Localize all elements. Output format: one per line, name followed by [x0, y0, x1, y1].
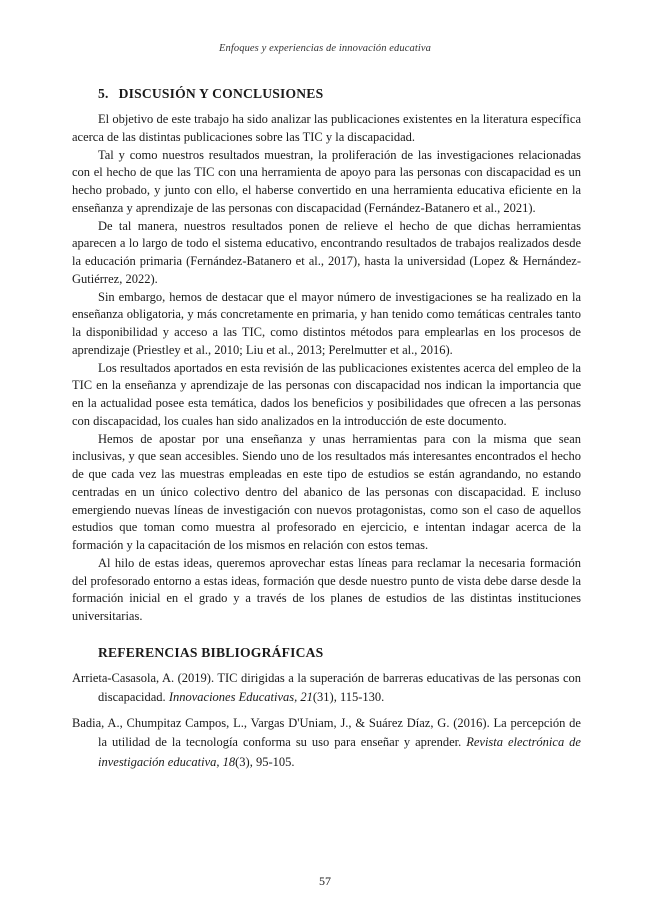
paragraph: Al hilo de estas ideas, queremos aprovechar estas líneas para reclamar la necesaria formación del profesorado entorno a estas ideas, formación que desde nuestro punto de vista debe darse desde la formación inicial en el grado y a través de los planes de estudios de las distintas instituciones universitarias.: [72, 555, 581, 623]
reference-text: (3), 95-105.: [235, 754, 295, 769]
reference-journal: Innovaciones Educativas, 21: [168, 690, 313, 705]
section-number: 5.: [98, 86, 109, 101]
reference-text: Arrieta-Casasola, A. (2019). TIC dirigidas a la superación de barreras educativas de las personas con discapacidad.: [72, 670, 581, 705]
reference-item: [72, 714, 581, 773]
section-title: DISCUSIÓN Y CONCLUSIONES: [118, 86, 324, 101]
reference-text: Badia, A., Chumpitaz Campos, L., Vargas D'Uniam, J., & Suárez Díaz, G. (2016). La percepción de la utilidad de la tecnología conforma su uso para enseñar y aprender.: [72, 715, 581, 750]
paragraph: Tal y como nuestros resultados muestran, la proliferación de las investigaciones relacionadas con el hecho de que las TIC con una herramienta de apoyo para las personas con discapacidad es un hecho probado, y junto con ello, el haberse convertido en una herramienta educativa eficiente en la enseñanza y aprendizaje de las personas con discapacidad (Fernández-Batanero et al., 2021).: [72, 147, 581, 215]
paragraph: De tal manera, nuestros resultados ponen de relieve el hecho de que dichas herramientas aparecen a lo largo de todo el sistema educativo, encontrando resultados de trabajos realizados desde la educación primaria (Fernández-Batanero et al., 2017), hasta la universidad (Lopez & Hernández-Gutiérrez, 2022).: [72, 218, 581, 286]
paragraph: Sin embargo, hemos de destacar que el mayor número de investigaciones se ha realizado en la enseñanza obligatoria, y más concretamente en primaria, y han tenido como temáticas centrales tanto la disponibilidad y acceso a las TIC, como distintos métodos para emplearlas en los procesos de aprendizaje (Priestley et al., 2010; Liu et al., 2013; Perelmutter et al., 2016).: [72, 289, 581, 357]
reference-item: [72, 669, 581, 708]
running-header: Enfoques y experiencias de innovación educativa: [218, 43, 431, 54]
paragraph: El objetivo de este trabajo ha sido analizar las publicaciones existentes en la literatura específica acerca de las distintas publicaciones sobre las TIC y la discapacidad.: [72, 112, 581, 144]
paragraph: Hemos de apostar por una enseñanza y unas herramientas para con la misma que sean inclusivas, y que sean accesibles. Siendo uno de los resultados más interesantes encontrados el hecho de que cada vez las muestras empleadas en este tipo de estudios se están agrandando, no estando centradas en un único colectivo dentro del abanico de las personas con discapacidad. E incluso emergiendo nuevas líneas de investigación con nuevos protagonistas, como son el caso de aquellos estudios que toman como muestra al profesorado en ejercicio, e intentan indagar acerca de la formación y la capacitación de los mismos en relación con estos temas.: [72, 431, 581, 552]
reference-text: (31), 115-130.: [312, 690, 385, 705]
page-number: 57: [319, 874, 331, 888]
reference-journal: Revista electrónica de investigación educativa, 18: [98, 735, 581, 769]
paragraph: Los resultados aportados en esta revisión de las publicaciones existentes acerca del empleo de la TIC en la enseñanza y aprendizaje de las personas con discapacidad nos indican la importancia que en la actualidad posee esta temática, dados los beneficios y posibilidades que ofrecen a las personas con discapacidad, los cuales han sido analizados en la introducción de este documento.: [72, 360, 581, 428]
main-content: [72, 86, 581, 778]
references-heading: REFERENCIAS BIBLIOGRÁFICAS: [98, 644, 324, 660]
section-heading: [98, 86, 581, 102]
